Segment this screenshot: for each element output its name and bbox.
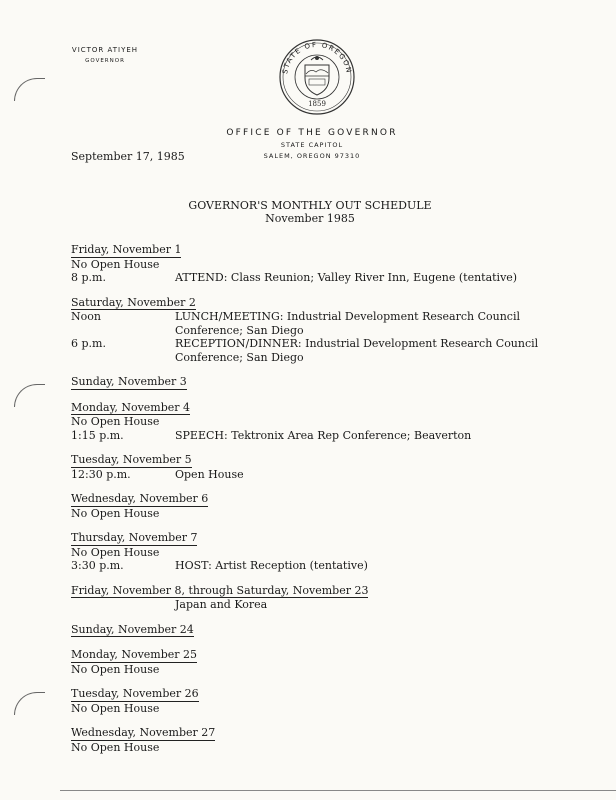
event-description: Japan and Korea — [175, 598, 268, 611]
schedule-line — [71, 559, 591, 573]
event-time: No Open House — [71, 506, 160, 520]
seal-year: 1859 — [308, 100, 326, 108]
event-time: 12:30 p.m. — [71, 467, 131, 481]
event-description: Conference; San Diego — [175, 323, 304, 337]
event-description: RECEPTION/DINNER: Industrial Development Research Council — [175, 337, 539, 350]
schedule-line — [71, 415, 591, 429]
schedule-day — [71, 492, 591, 520]
event-time: Noon — [71, 310, 101, 323]
schedule-list — [71, 243, 591, 765]
day-heading: Sunday, November 24 — [71, 622, 194, 636]
event-description — [159, 663, 591, 677]
day-heading: Saturday, November 2 — [71, 295, 196, 309]
schedule-line — [71, 310, 591, 324]
governor-name: VICTOR ATIYEH — [71, 46, 139, 54]
day-heading: Monday, November 4 — [71, 400, 191, 414]
event-description: Conference; San Diego — [175, 350, 304, 364]
punch-hole-mark — [14, 78, 45, 101]
event-time: 6 p.m. — [71, 337, 106, 350]
schedule-day — [71, 648, 591, 676]
event-description — [159, 546, 591, 560]
address-line-1: STATE CAPITOL — [280, 141, 344, 149]
schedule-title: GOVERNOR'S MONTHLY OUT SCHEDULE — [188, 199, 432, 212]
schedule-day — [71, 401, 591, 443]
day-heading: Friday, November 8, through Saturday, November 23 — [71, 583, 369, 597]
schedule-month: November 1985 — [265, 212, 355, 225]
event-time: 8 p.m. — [71, 271, 106, 284]
schedule-line — [71, 271, 591, 285]
schedule-day — [71, 453, 591, 481]
schedule-heading — [150, 199, 470, 225]
event-time: 3:30 p.m. — [71, 559, 124, 572]
event-time — [71, 598, 175, 612]
schedule-day — [71, 687, 591, 715]
day-heading: Wednesday, November 27 — [71, 726, 216, 739]
seal-top-text: STATE OF OREGON — [281, 40, 353, 75]
schedule-line — [71, 598, 591, 612]
schedule-day — [71, 296, 591, 365]
oregon-state-seal-icon — [278, 38, 356, 116]
event-description — [159, 415, 591, 429]
schedule-line — [71, 507, 591, 521]
document-date: September 17, 1985 — [71, 150, 185, 163]
event-time: No Open House — [71, 701, 160, 715]
page-bottom-edge — [60, 790, 616, 791]
event-description — [159, 702, 591, 716]
schedule-line — [71, 258, 591, 272]
schedule-day — [71, 531, 591, 573]
schedule-day — [71, 375, 591, 390]
schedule-line — [71, 546, 591, 560]
schedule-day — [71, 726, 591, 754]
office-title: OFFICE OF THE GOVERNOR — [226, 128, 398, 138]
event-time: No Open House — [71, 415, 160, 428]
day-heading: Wednesday, November 6 — [71, 492, 209, 505]
event-description — [159, 258, 591, 272]
event-time — [71, 351, 175, 365]
punch-hole-mark — [14, 692, 45, 715]
schedule-line — [71, 324, 591, 338]
day-heading: Thursday, November 7 — [71, 531, 198, 544]
schedule-line — [71, 663, 591, 677]
schedule-day — [71, 243, 591, 285]
event-time: No Open House — [71, 740, 160, 754]
governor-title: GOVERNOR — [85, 58, 125, 64]
event-time: 1:15 p.m. — [71, 428, 124, 442]
address-line-2: SALEM, OREGON 97310 — [263, 152, 361, 160]
day-heading: Tuesday, November 26 — [71, 687, 199, 700]
schedule-line — [71, 351, 591, 365]
schedule-line — [71, 741, 591, 755]
day-heading: Monday, November 25 — [71, 648, 198, 661]
event-description: Open House — [175, 467, 244, 481]
schedule-day — [71, 584, 591, 612]
event-description: SPEECH: Tektronix Area Rep Conference; Beaverton — [175, 428, 472, 442]
event-description: ATTEND: Class Reunion; Valley River Inn, Eugene (tentative) — [175, 271, 518, 284]
punch-hole-mark — [14, 384, 45, 407]
schedule-line — [71, 468, 591, 482]
day-heading: Sunday, November 3 — [71, 375, 187, 388]
event-description: HOST: Artist Reception (tentative) — [175, 559, 368, 572]
schedule-line — [71, 702, 591, 716]
schedule-line — [71, 429, 591, 443]
event-time — [71, 324, 175, 338]
event-time: No Open House — [71, 257, 160, 271]
schedule-day — [71, 623, 591, 638]
event-description: LUNCH/MEETING: Industrial Development Research Council — [175, 310, 520, 323]
event-description — [159, 741, 591, 755]
event-time: No Open House — [71, 662, 160, 676]
schedule-line — [71, 337, 591, 351]
event-time: No Open House — [71, 545, 160, 559]
day-heading: Friday, November 1 — [71, 243, 182, 256]
event-description — [159, 507, 591, 521]
day-heading: Tuesday, November 5 — [71, 453, 192, 466]
